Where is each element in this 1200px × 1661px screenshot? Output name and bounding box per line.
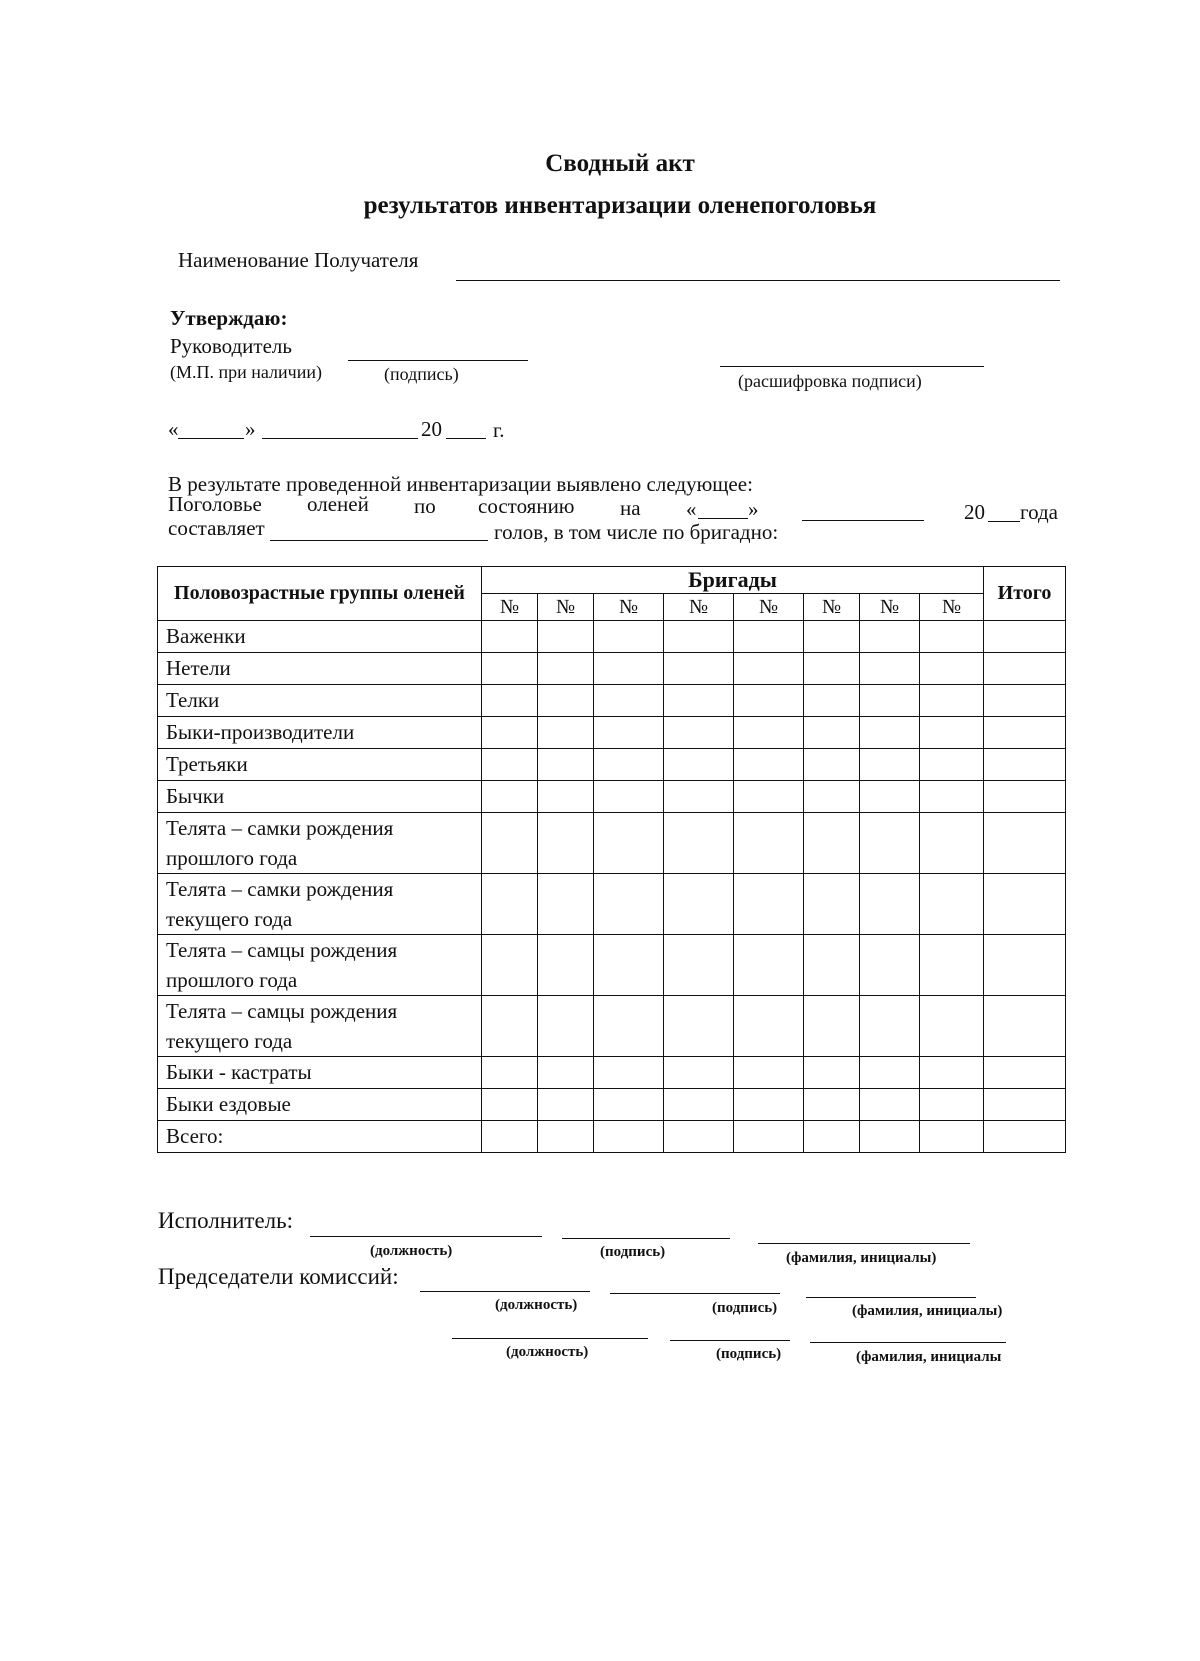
total-cell[interactable] — [984, 1121, 1066, 1153]
brigade-cell[interactable] — [538, 1121, 594, 1153]
chairs-label: Председатели комиссий: — [158, 1264, 399, 1289]
brigade-cell[interactable] — [860, 749, 920, 781]
total-cell[interactable] — [984, 653, 1066, 685]
brigade-cell[interactable] — [664, 996, 734, 1057]
table-row — [158, 717, 1066, 749]
date-close-quote: » — [245, 417, 256, 441]
brigade-cell[interactable] — [538, 1089, 594, 1121]
total-header: Итого — [984, 567, 1066, 621]
brigade-cell[interactable] — [734, 653, 804, 685]
total-cell[interactable] — [984, 813, 1066, 874]
brigade-cell[interactable] — [734, 781, 804, 813]
signature-caption: (подпись) — [384, 364, 459, 384]
brigade-cell[interactable] — [538, 749, 594, 781]
brigade-cell[interactable] — [482, 996, 538, 1057]
chair1-signature-field[interactable] — [610, 1293, 780, 1294]
brigade-cell[interactable] — [734, 621, 804, 653]
brigade-cell[interactable] — [734, 996, 804, 1057]
brigade-cell[interactable] — [860, 874, 920, 935]
row-label: Быки ездовые — [158, 1089, 482, 1121]
table-row — [158, 1121, 1066, 1153]
brigade-cell[interactable] — [594, 874, 664, 935]
intro-year-prefix: 20 — [964, 500, 985, 524]
brigade-cell[interactable] — [804, 874, 860, 935]
inventory-table — [157, 566, 1065, 1153]
brigade-cell[interactable] — [860, 996, 920, 1057]
table-row — [158, 1089, 1066, 1121]
date-open-quote: « — [168, 417, 179, 441]
brigade-cell[interactable] — [538, 621, 594, 653]
brigade-cell[interactable] — [594, 653, 664, 685]
intro-line: В результате проведенной инвентаризации выявлено следующее: — [168, 472, 753, 496]
total-cell[interactable] — [984, 935, 1066, 996]
row-label: Телки — [158, 685, 482, 717]
brigade-cell[interactable] — [804, 813, 860, 874]
brigade-cell[interactable] — [538, 781, 594, 813]
brigade-cell[interactable] — [538, 874, 594, 935]
brigade-number-3: № — [594, 594, 664, 621]
table-row — [158, 813, 1066, 874]
brigade-number-5: № — [734, 594, 804, 621]
brigade-cell[interactable] — [594, 621, 664, 653]
brigade-cell[interactable] — [594, 717, 664, 749]
date-day-field[interactable] — [178, 438, 244, 439]
brigade-cell[interactable] — [860, 1121, 920, 1153]
brigade-cell[interactable] — [538, 653, 594, 685]
brigade-cell[interactable] — [734, 813, 804, 874]
decoding-caption: (расшифровка подписи) — [738, 371, 922, 391]
total-cell[interactable] — [984, 996, 1066, 1057]
brigade-cell[interactable] — [538, 996, 594, 1057]
brigade-cell[interactable] — [538, 717, 594, 749]
brigade-cell[interactable] — [804, 749, 860, 781]
executor-position-field[interactable] — [310, 1236, 542, 1237]
table-row — [158, 621, 1066, 653]
brigade-cell[interactable] — [482, 781, 538, 813]
date-year-prefix: 20 — [421, 417, 442, 441]
brigade-cell[interactable] — [734, 1121, 804, 1153]
brigade-cell[interactable] — [920, 621, 984, 653]
brigade-cell[interactable] — [482, 1057, 538, 1089]
brigade-cell[interactable] — [664, 874, 734, 935]
brigade-cell[interactable] — [482, 813, 538, 874]
chair2-signature-field[interactable] — [670, 1340, 790, 1341]
brigade-cell[interactable] — [734, 1057, 804, 1089]
table-row — [158, 781, 1066, 813]
brigade-cell[interactable] — [594, 996, 664, 1057]
brigade-cell[interactable] — [734, 935, 804, 996]
brigade-cell[interactable] — [482, 653, 538, 685]
row-label: Телята – самцы рождения прошлого года — [158, 935, 482, 996]
brigade-number-8: № — [920, 594, 984, 621]
total-cell[interactable] — [984, 1089, 1066, 1121]
intro-word-5: на — [620, 496, 641, 520]
chair1-position-caption: (должность) — [495, 1297, 578, 1313]
brigade-cell[interactable] — [860, 1057, 920, 1089]
brigade-cell[interactable] — [804, 653, 860, 685]
group-header: Половозрастные группы оленей — [158, 567, 482, 621]
brigade-cell[interactable] — [734, 874, 804, 935]
intro-day-field[interactable] — [698, 518, 748, 519]
row-label: Бычки — [158, 781, 482, 813]
brigade-cell[interactable] — [860, 621, 920, 653]
chair2-signature-caption: (подпись) — [716, 1346, 782, 1362]
executor-name-caption: (фамилия, инициалы) — [786, 1250, 937, 1266]
brigade-cell[interactable] — [482, 685, 538, 717]
brigade-cell[interactable] — [734, 1089, 804, 1121]
brigade-cell[interactable] — [664, 1057, 734, 1089]
row-label: Быки-производители — [158, 717, 482, 749]
row-label: Быки - кастраты — [158, 1057, 482, 1089]
brigade-cell[interactable] — [860, 1089, 920, 1121]
brigade-cell[interactable] — [664, 1089, 734, 1121]
brigade-cell[interactable] — [664, 621, 734, 653]
chair1-position-field[interactable] — [420, 1291, 590, 1292]
brigade-cell[interactable] — [860, 685, 920, 717]
manager-label: Руководитель — [170, 334, 292, 358]
intro-word-2: оленей — [307, 492, 369, 516]
brigade-cell[interactable] — [804, 1121, 860, 1153]
brigade-cell[interactable] — [482, 874, 538, 935]
intro-open-quote: « — [686, 497, 697, 521]
chair2-name-field[interactable] — [810, 1342, 1006, 1343]
intro-month-field[interactable] — [802, 520, 924, 521]
brigade-cell[interactable] — [734, 749, 804, 781]
brigade-cell[interactable] — [920, 749, 984, 781]
recipient-field[interactable] — [456, 280, 1060, 281]
brigade-cell[interactable] — [920, 1121, 984, 1153]
brigade-cell[interactable] — [804, 935, 860, 996]
chair1-name-caption: (фамилия, инициалы) — [852, 1303, 1003, 1319]
executor-label: Исполнитель: — [158, 1208, 294, 1233]
seal-note: (М.П. при наличии) — [170, 362, 322, 382]
date-month-field[interactable] — [262, 438, 418, 439]
brigade-cell[interactable] — [920, 1089, 984, 1121]
intro-word-1: Поголовье — [168, 492, 262, 516]
table-row — [158, 653, 1066, 685]
brigade-cell[interactable] — [804, 996, 860, 1057]
brigade-cell[interactable] — [664, 653, 734, 685]
brigade-cell[interactable] — [804, 1057, 860, 1089]
intro-year-field[interactable] — [988, 521, 1020, 522]
total-cell[interactable] — [984, 1057, 1066, 1089]
brigade-cell[interactable] — [482, 621, 538, 653]
row-label: Третьяки — [158, 749, 482, 781]
brigade-cell[interactable] — [804, 685, 860, 717]
table-row — [158, 685, 1066, 717]
brigade-cell[interactable] — [664, 749, 734, 781]
chair2-position-field[interactable] — [452, 1338, 648, 1339]
brigade-cell[interactable] — [482, 1121, 538, 1153]
brigade-cell[interactable] — [920, 685, 984, 717]
brigade-cell[interactable] — [538, 935, 594, 996]
brigade-number-7: № — [860, 594, 920, 621]
brigade-cell[interactable] — [860, 717, 920, 749]
brigade-cell[interactable] — [482, 717, 538, 749]
table-row — [158, 749, 1066, 781]
brigade-cell[interactable] — [594, 685, 664, 717]
brigade-cell[interactable] — [860, 935, 920, 996]
brigade-cell[interactable] — [594, 749, 664, 781]
chair1-name-field[interactable] — [806, 1297, 976, 1298]
recipient-label: Наименование Получателя — [178, 248, 419, 272]
brigade-cell[interactable] — [594, 781, 664, 813]
row-label: Нетели — [158, 653, 482, 685]
brigade-number-1: № — [482, 594, 538, 621]
chair2-position-caption: (должность) — [506, 1344, 589, 1360]
manager-decoding-field[interactable] — [720, 366, 984, 367]
brigade-cell[interactable] — [860, 653, 920, 685]
brigade-cell[interactable] — [920, 935, 984, 996]
total-cell[interactable] — [984, 685, 1066, 717]
executor-signature-field[interactable] — [562, 1238, 730, 1239]
table-row — [158, 996, 1066, 1057]
brigade-cell[interactable] — [594, 1057, 664, 1089]
table-row — [158, 874, 1066, 935]
executor-name-field[interactable] — [758, 1243, 970, 1244]
intro-makes: составляет — [168, 516, 265, 540]
brigade-cell[interactable] — [804, 1089, 860, 1121]
total-cell[interactable] — [984, 749, 1066, 781]
date-year-field[interactable] — [446, 438, 486, 439]
brigade-cell[interactable] — [920, 874, 984, 935]
brigade-cell[interactable] — [860, 781, 920, 813]
intro-year-word: года — [1020, 500, 1058, 524]
brigade-cell[interactable] — [538, 1057, 594, 1089]
brigades-header: Бригады — [482, 567, 984, 594]
row-label: Телята – самцы рождения текущего года — [158, 996, 482, 1057]
brigade-cell[interactable] — [734, 685, 804, 717]
intro-word-4: состоянию — [478, 494, 575, 518]
brigade-cell[interactable] — [664, 781, 734, 813]
brigade-cell[interactable] — [664, 1121, 734, 1153]
brigade-cell[interactable] — [482, 749, 538, 781]
row-label: Всего: — [158, 1121, 482, 1153]
brigade-cell[interactable] — [664, 717, 734, 749]
brigade-cell[interactable] — [804, 717, 860, 749]
approve-label: Утверждаю: — [170, 306, 288, 330]
date-year-suffix: г. — [493, 418, 505, 442]
brigade-cell[interactable] — [860, 813, 920, 874]
executor-position-caption: (должность) — [370, 1243, 453, 1259]
total-cell[interactable] — [984, 717, 1066, 749]
intro-total-field[interactable] — [270, 540, 488, 541]
total-cell[interactable] — [984, 874, 1066, 935]
brigade-number-2: № — [538, 594, 594, 621]
intro-heads: голов, в том числе по бригадно: — [494, 520, 779, 544]
brigade-cell[interactable] — [920, 1057, 984, 1089]
brigade-number-6: № — [804, 594, 860, 621]
table-row — [158, 1057, 1066, 1089]
row-label: Телята – самки рождения прошлого года — [158, 813, 482, 874]
brigade-cell[interactable] — [920, 653, 984, 685]
brigade-number-4: № — [664, 594, 734, 621]
row-label: Телята – самки рождения текущего года — [158, 874, 482, 935]
chair2-name-caption: (фамилия, инициалы — [856, 1349, 1002, 1365]
brigade-cell[interactable] — [538, 685, 594, 717]
brigade-cell[interactable] — [594, 813, 664, 874]
brigade-cell[interactable] — [594, 1121, 664, 1153]
brigade-cell[interactable] — [920, 813, 984, 874]
brigade-cell[interactable] — [594, 935, 664, 996]
brigade-cell[interactable] — [594, 1089, 664, 1121]
manager-signature-field[interactable] — [348, 360, 528, 361]
brigade-cell[interactable] — [664, 685, 734, 717]
brigade-cell[interactable] — [482, 935, 538, 996]
brigade-cell[interactable] — [482, 1089, 538, 1121]
brigade-cell[interactable] — [804, 781, 860, 813]
title-line-2: результатов инвентаризации оленепоголовья — [363, 192, 877, 219]
total-cell[interactable] — [984, 621, 1066, 653]
row-label: Важенки — [158, 621, 482, 653]
total-cell[interactable] — [984, 781, 1066, 813]
intro-close-quote: » — [748, 497, 759, 521]
brigade-cell[interactable] — [538, 813, 594, 874]
executor-signature-caption: (подпись) — [600, 1244, 666, 1260]
brigade-cell[interactable] — [804, 621, 860, 653]
table-row — [158, 935, 1066, 996]
brigade-cell[interactable] — [920, 996, 984, 1057]
brigade-cell[interactable] — [920, 781, 984, 813]
brigade-cell[interactable] — [664, 935, 734, 996]
brigade-cell[interactable] — [920, 717, 984, 749]
brigade-cell[interactable] — [734, 717, 804, 749]
title-line-1: Сводный акт — [545, 150, 695, 177]
intro-word-3: по — [414, 494, 436, 518]
brigade-cell[interactable] — [664, 813, 734, 874]
chair1-signature-caption: (подпись) — [712, 1300, 778, 1316]
